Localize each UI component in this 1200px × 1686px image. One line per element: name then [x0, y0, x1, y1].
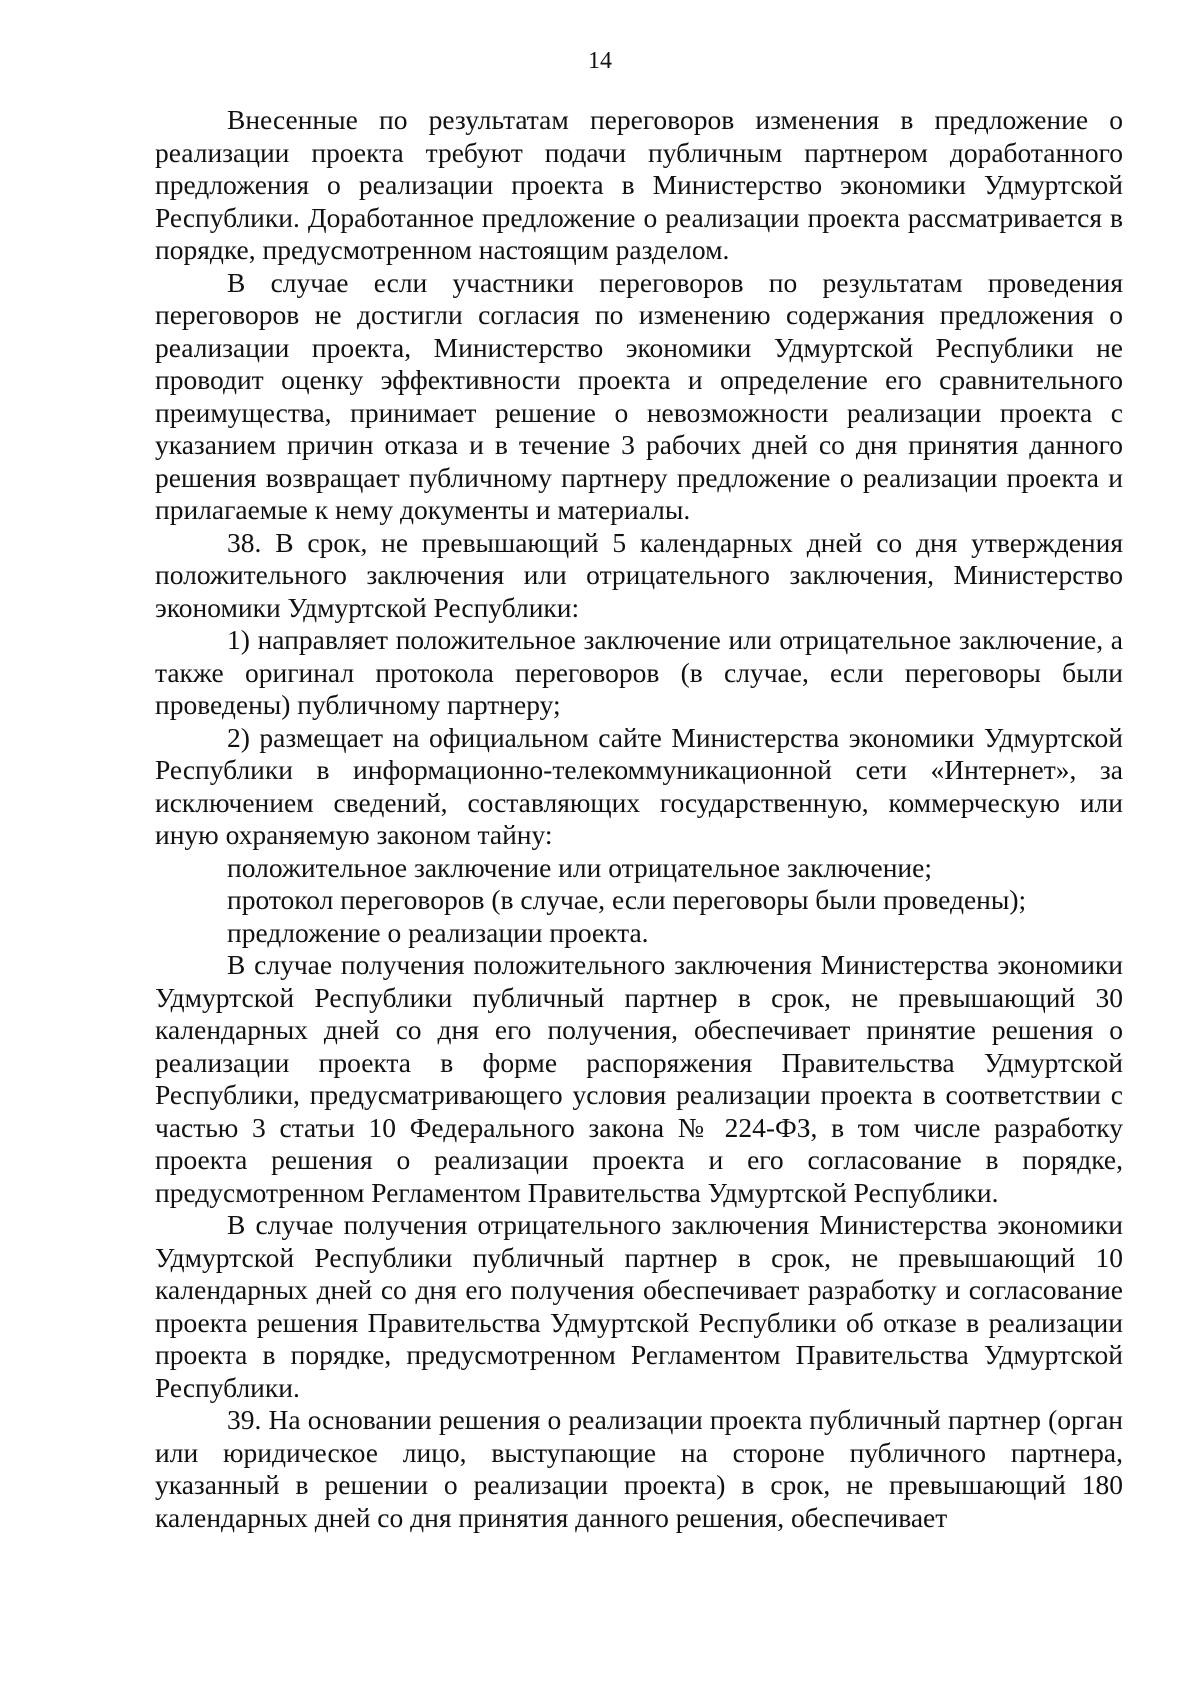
list-line-conclusion: положительное заключение или отрицательное заключение;	[227, 851, 932, 883]
paragraph-clause-38: 38. В срок, не превышающий 5 календарных дней со дня утверждения положительного заключения или отрицательного заключения, Министерство экономики Удмуртской Республики:	[155, 526, 1123, 623]
list-line-proposal: предложение о реализации проекта.	[227, 916, 649, 948]
paragraph-revised-proposal: Внесенные по результатам переговоров изменения в предложение о реализации проекта требуют подачи публичным партнером доработанного предложения о реализации проекта в Министерство экономики Удмуртской Республики. Доработанное предложение о реализации проекта рассматривается в порядке, предусмотренном настоящим разделом.	[155, 104, 1123, 265]
paragraph-item-1: 1) направляет положительное заключение или отрицательное заключение, а также оригинал протокола переговоров (в случае, если переговоры были проведены) публичному партнеру;	[155, 624, 1123, 720]
paragraph-negative-conclusion: В случае получения отрицательного заключения Министерства экономики Удмуртской Республики публичный партнер в срок, не превышающий 10 календарных дней со дня его получения обеспечивает разработку и согласование проекта решения Правительства Удмуртской Республики об отказе в реализации проекта в порядке, предусмотренном Регламентом Правительства Удмуртской Республики.	[155, 1209, 1123, 1403]
paragraph-clause-39: 39. На основании решения о реализации проекта публичный партнер (орган или юридическое лицо, выступающие на стороне публичного партнера, указанный в решении о реализации проекта) в срок, не превышающий 180 календарных дней со дня принятия данного решения, обеспечивает	[155, 1404, 1123, 1533]
document-body	[155, 104, 1123, 1534]
list-line-protocol: протокол переговоров (в случае, если переговоры были проведены);	[227, 884, 1027, 915]
paragraph-item-2: 2) размещает на официальном сайте Министерства экономики Удмуртской Республики в информационно-телекоммуникационной сети «Интернет», за исключением сведений, составляющих государственную, коммерческую или иную охраняемую законом тайну:	[155, 721, 1123, 850]
paragraph-no-agreement: В случае если участники переговоров по результатам проведения переговоров не достигли согласия по изменению содержания предложения о реализации проекта, Министерство экономики Удмуртской Республики не проводит оценку эффективности проекта и определение его сравнительного преимущества, принимает решение о невозможности реализации проекта с указанием причин отказа и в течение 3 рабочих дней со дня принятия данного решения возвращает публичному партнеру предложение о реализации проекта и прилагаемые к нему документы и материалы.	[155, 266, 1123, 525]
paragraph-positive-conclusion: В случае получения положительного заключения Министерства экономики Удмуртской Республики публичный партнер в срок, не превышающий 30 календарных дней со дня его получения, обеспечивает принятие решения о реализации проекта в форме распоряжения Правительства Удмуртской Республики, предусматривающего условия реализации проекта в соответствии с частью 3 статьи 10 Федерального закона № 224-ФЗ, в том числе разработку проекта решения о реализации проекта и его согласование в порядке, предусмотренном Регламентом Правительства Удмуртской Республики.	[155, 949, 1123, 1208]
page-number: 14	[588, 48, 612, 74]
